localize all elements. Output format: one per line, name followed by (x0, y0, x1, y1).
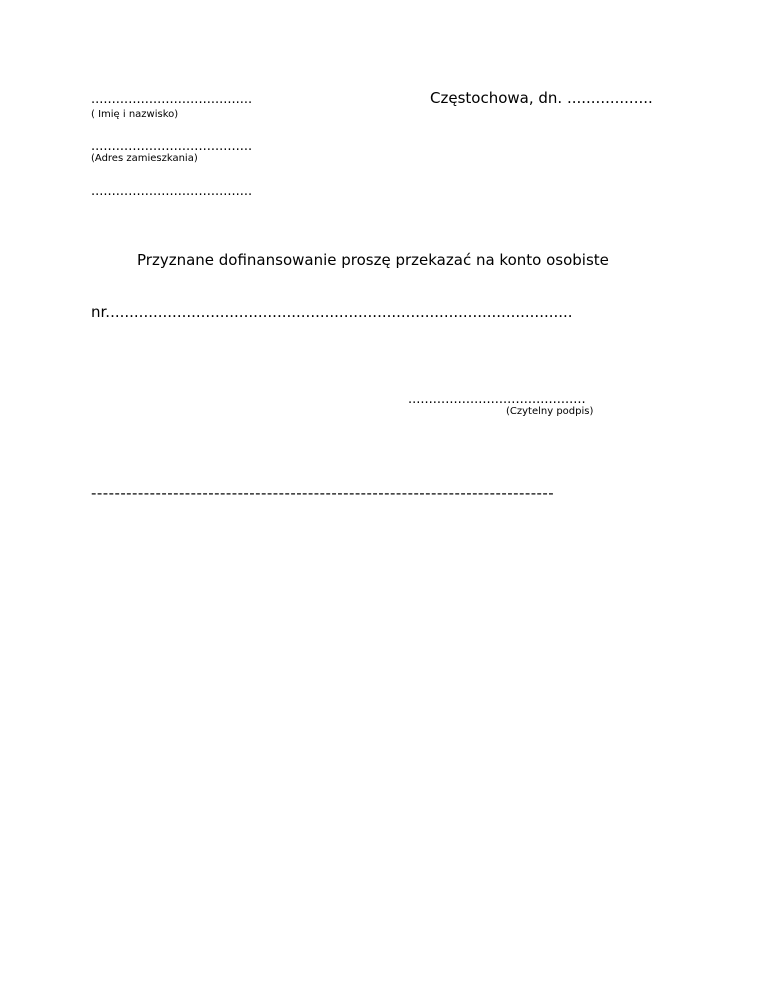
address-fill-line-1: ....................................... (91, 139, 253, 154)
name-caption: ( Imię i nazwisko) (91, 109, 179, 120)
account-number-line: nr.................................................................................................. (91, 303, 573, 321)
address-fill-line-2: ....................................... (91, 184, 253, 199)
signature-fill-line: ........................................... (408, 392, 586, 407)
city-date-line: Częstochowa, dn. .................. (430, 89, 653, 107)
name-fill-line: ....................................... (91, 92, 253, 107)
cut-separator-line: ------------------------------------------------------------------------------- (91, 484, 555, 502)
address-caption: (Adres zamieszkania) (91, 153, 198, 164)
signature-caption: (Czytelny podpis) (506, 406, 594, 417)
request-text: Przyznane dofinansowanie proszę przekazać na konto osobiste (137, 251, 609, 269)
